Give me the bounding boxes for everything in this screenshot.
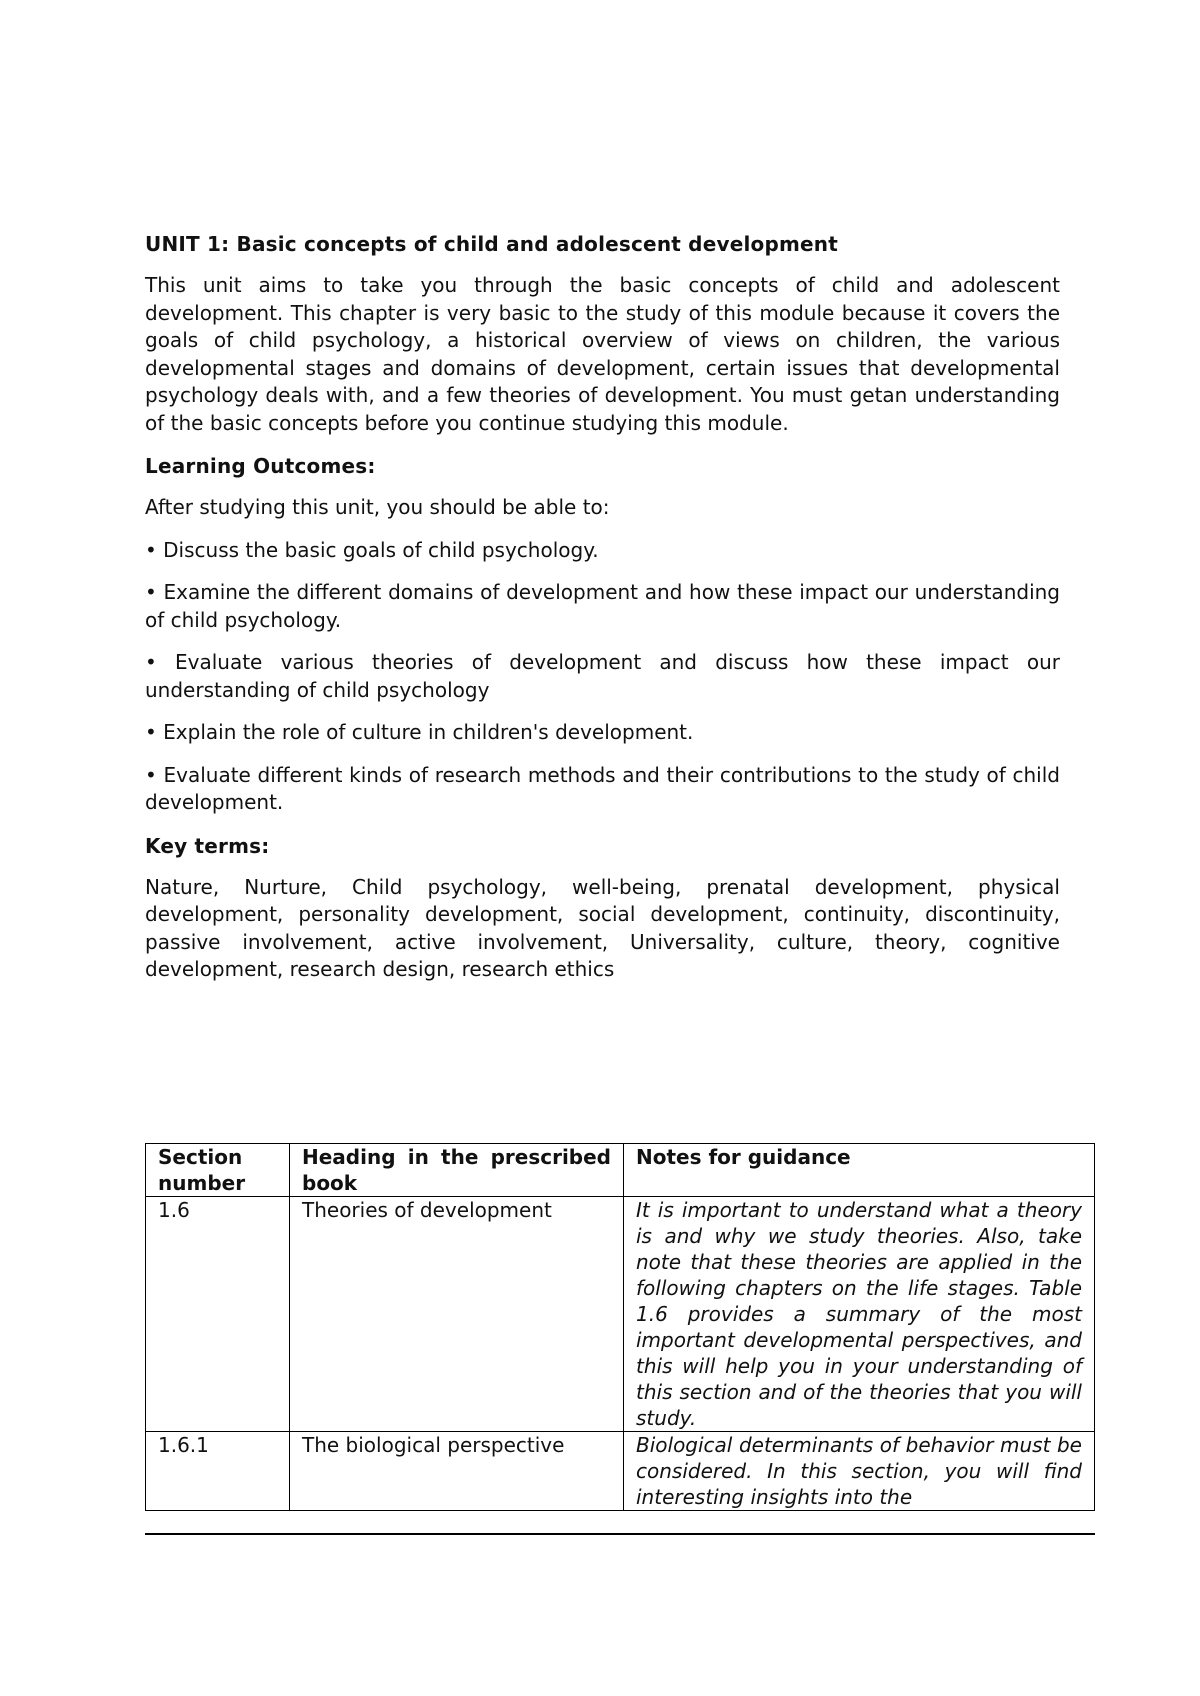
key-terms-text: Nature, Nurture, Child psychology, well-being, prenatal development, physical development, personality development, social development, continuity, discontinuity, passive involvement, active involvement, Universality, culture, theory, cognitive development, research design, research ethics (145, 874, 1060, 981)
learning-outcomes-lead: After studying this unit, you should be able to: (145, 495, 610, 519)
cell-notes: It is important to understand what a theory is and why we study theories. Also, take note that these theories are applied in the following chapters on the life stages. Table 1.6 provides a summary of the most important developmental perspectives, and this will help you in your understanding of this section and of the theories that you will study. (624, 1197, 1095, 1432)
learning-outcome-item: • Examine the different domains of development and how these impact our understanding of child psychology. (145, 580, 1060, 632)
unit-title: UNIT 1: Basic concepts of child and adolescent development (145, 232, 838, 256)
header-notes-for-guidance: Notes for guidance (624, 1144, 1095, 1197)
guidance-table-container (145, 1143, 1095, 1535)
key-terms-heading: Key terms: (145, 833, 270, 858)
cell-heading: Theories of development (290, 1197, 624, 1432)
table-row (146, 1197, 1095, 1432)
table-row (146, 1432, 1095, 1511)
learning-outcome-item: • Discuss the basic goals of child psychology. (145, 537, 599, 562)
learning-outcome-item: • Evaluate various theories of development and discuss how these impact our understanding of child psychology (145, 650, 1060, 702)
intro-paragraph: This unit aims to take you through the basic concepts of child and adolescent development. This chapter is very basic to the study of this module because it covers the goals of child psychology, a historical overview of views on children, the various developmental stages and domains of development, certain issues that developmental psychology deals with, and a few theories of development. You must getan understanding of the basic concepts before you continue studying this module. (145, 273, 1060, 435)
cell-section-number: 1.6.1 (146, 1432, 290, 1511)
cell-section-number: 1.6 (146, 1197, 290, 1432)
learning-outcome-item: • Evaluate different kinds of research methods and their contributions to the study of child development. (145, 762, 1060, 814)
learning-outcome-item: • Explain the role of culture in children's development. (145, 720, 694, 744)
header-heading-in-book: Heading in the prescribed book (290, 1144, 624, 1197)
document-page (145, 230, 1060, 999)
guidance-table (145, 1143, 1095, 1511)
table-header-row (146, 1144, 1095, 1197)
cell-notes: Biological determinants of behavior must be considered. In this section, you will find interesting insights into the (624, 1432, 1095, 1511)
learning-outcomes-heading: Learning Outcomes: (145, 454, 376, 478)
cell-heading: The biological perspective (290, 1432, 624, 1511)
header-section-number: Section number (146, 1144, 290, 1197)
